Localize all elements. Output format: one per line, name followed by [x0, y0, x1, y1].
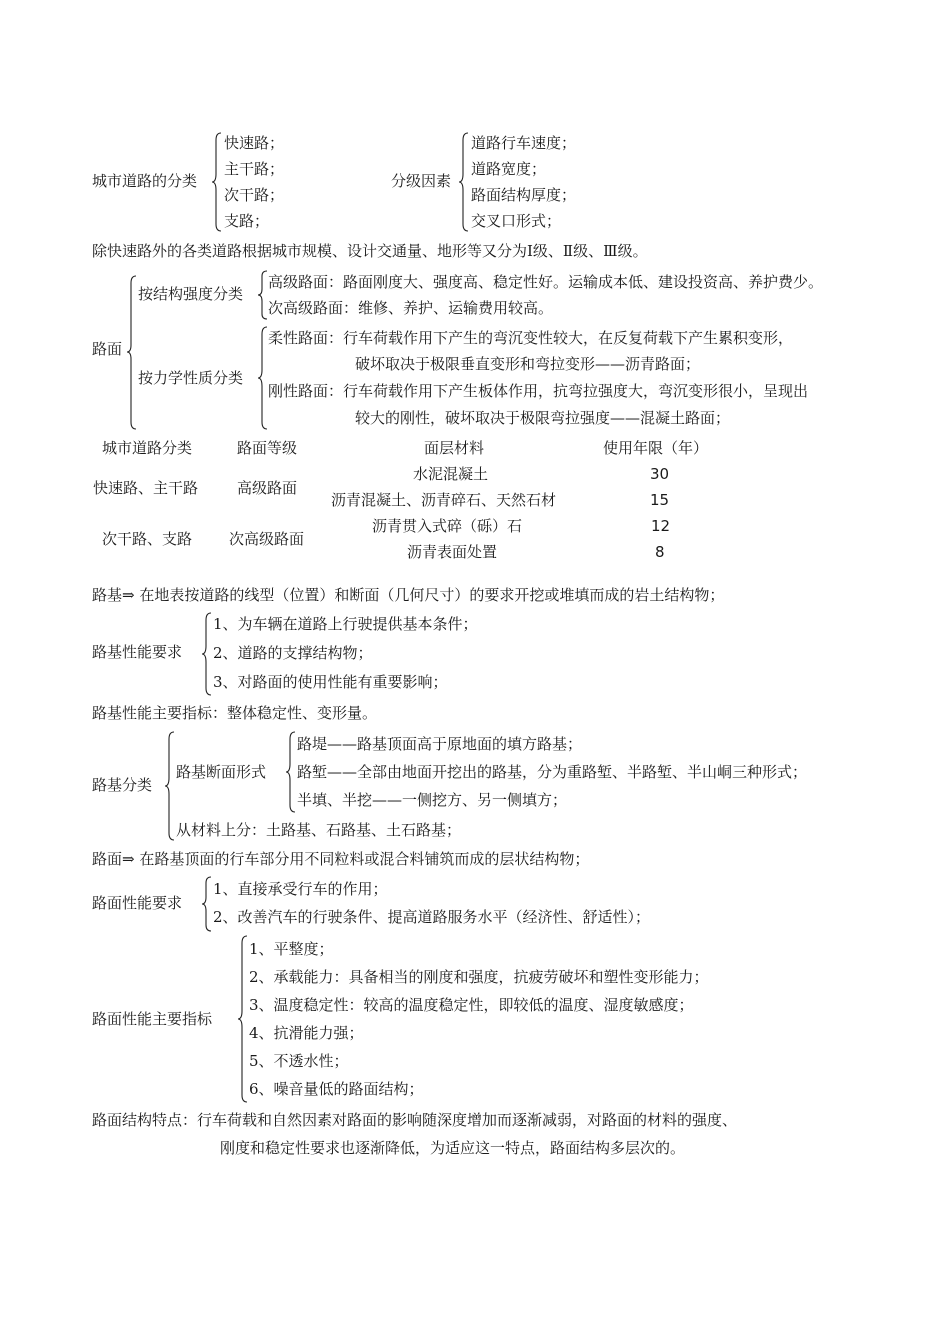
table-cell-material: 沥青表面处置 [407, 543, 498, 561]
subgrade-requirement: 3、对路面的使用性能有重要影响； [213, 673, 448, 691]
table-header: 城市道路分类 [102, 439, 193, 457]
grading-factor: 道路宽度； [471, 160, 547, 178]
city-road-class-label: 城市道路的分类 [92, 172, 198, 190]
strength-item: 次高级路面：维修、养护、运输费用较高。 [268, 299, 554, 317]
subgrade-indicators: 路基性能主要指标：整体稳定性、变形量。 [92, 704, 378, 722]
pavement-indicator: 5、不透水性； [249, 1052, 349, 1070]
table-cell-road: 快速路、主干路 [93, 479, 199, 497]
strength-item: 高级路面：路面刚度大、强度高、稳定性好。运输成本低、建设投资高、养护费少。 [268, 273, 824, 291]
pavement-indicator: 1、平整度； [249, 940, 334, 958]
brace [459, 132, 469, 232]
pavement-requirement: 2、改善汽车的行驶条件、提高道路服务水平（经济性、舒适性）； [213, 908, 651, 926]
rigid-pavement-cont: 较大的刚性，破坏取决于极限弯拉强度——混凝土路面； [355, 409, 731, 427]
table-header: 路面等级 [237, 439, 298, 457]
table-cell-grade: 高级路面 [237, 479, 298, 497]
pavement-structure: 路面结构特点：行车荷载和自然因素对路面的影响随深度增加而逐渐减弱，对路面的材料的强度、 [92, 1111, 738, 1129]
section-form-item: 路堑——全部由地面开挖出的路基，分为重路堑、半路堑、半山峒三种形式； [297, 763, 808, 781]
table-cell-years: 30 [650, 465, 670, 483]
brace [127, 275, 137, 430]
pavement-indicator: 2、承载能力：具备相当的刚度和强度，抗疲劳破坏和塑性变形能力； [249, 968, 709, 986]
pavement-indicator: 3、温度稳定性：较高的温度稳定性，即较低的温度、湿度敏感度； [249, 996, 694, 1014]
city-road-item: 次干路； [224, 186, 285, 204]
city-road-item: 主干路； [224, 160, 285, 178]
section-form-item: 半填、半挖——一侧挖方、另一侧填方； [297, 791, 568, 809]
by-mechanics-label: 按力学性质分类 [138, 369, 244, 387]
table-header: 使用年限（年） [603, 439, 709, 457]
table-cell-material: 沥青混凝土、沥青碎石、天然石材 [331, 491, 557, 509]
section-form-item: 路堤——路基顶面高于原地面的填方路基； [297, 735, 583, 753]
subgrade-req-label: 路基性能要求 [92, 643, 183, 661]
pavement-requirement: 1、直接承受行车的作用； [213, 880, 388, 898]
city-road-note: 除快速路外的各类道路根据城市规模、设计交通量、地形等又分为Ⅰ级、Ⅱ级、Ⅲ级。 [92, 242, 648, 260]
table-cell-material: 水泥混凝土 [413, 465, 489, 483]
city-road-item: 快速路； [224, 134, 285, 152]
brace [212, 132, 222, 232]
brace [202, 876, 212, 932]
table-cell-grade: 次高级路面 [229, 530, 305, 548]
table-cell-road: 次干路、支路 [102, 530, 193, 548]
grading-factor: 路面结构厚度； [471, 186, 577, 204]
brace [202, 612, 212, 696]
subgrade-requirement: 2、道路的支撑结构物； [213, 644, 373, 662]
flexible-pavement-cont: 破坏取决于极限垂直变形和弯拉变形——沥青路面； [355, 355, 701, 373]
grading-factor: 道路行车速度； [471, 134, 577, 152]
brace [165, 731, 175, 841]
city-road-item: 支路； [224, 212, 270, 230]
pavement-definition: 路面⇒ 在路基顶面的行车部分用不同粒料或混合料铺筑而成的层状结构物； [92, 850, 590, 868]
pavement-req-label: 路面性能要求 [92, 894, 183, 912]
brace [238, 935, 248, 1103]
table-cell-years: 15 [650, 491, 670, 509]
grading-factors-label: 分级因素 [391, 172, 452, 190]
subgrade-requirement: 1、为车辆在道路上行驶提供基本条件； [213, 615, 478, 633]
table-cell-years: 8 [655, 543, 665, 561]
brace [258, 270, 268, 320]
pavement-indicator: 4、抗滑能力强； [249, 1024, 364, 1042]
brace [258, 326, 268, 430]
rigid-pavement: 刚性路面：行车荷载作用下产生板体作用，抗弯拉强度大，弯沉变形很小，呈现出 [268, 382, 809, 400]
pavement-class-label: 路面 [92, 340, 123, 358]
pavement-indicator: 6、噪音量低的路面结构； [249, 1080, 424, 1098]
table-header: 面层材料 [424, 439, 485, 457]
subgrade-material: 从材料上分：土路基、石路基、土石路基； [176, 821, 462, 839]
by-strength-label: 按结构强度分类 [138, 285, 244, 303]
pavement-structure-cont: 刚度和稳定性要求也逐渐降低，为适应这一特点，路面结构多层次的。 [220, 1139, 686, 1157]
grading-factor: 交叉口形式； [471, 212, 562, 230]
subgrade-definition: 路基⇒ 在地表按道路的线型（位置）和断面（几何尺寸）的要求开挖或堆填而成的岩土结构物； [92, 586, 725, 604]
subgrade-class-label: 路基分类 [92, 776, 153, 794]
pavement-ind-label: 路面性能主要指标 [92, 1010, 213, 1028]
section-form-label: 路基断面形式 [176, 763, 267, 781]
table-cell-material: 沥青贯入式碎（砾）石 [372, 517, 523, 535]
table-cell-years: 12 [651, 517, 671, 535]
brace [286, 731, 296, 813]
flexible-pavement: 柔性路面：行车荷载作用下产生的弯沉变性较大，在反复荷载下产生累积变形， [268, 329, 794, 347]
